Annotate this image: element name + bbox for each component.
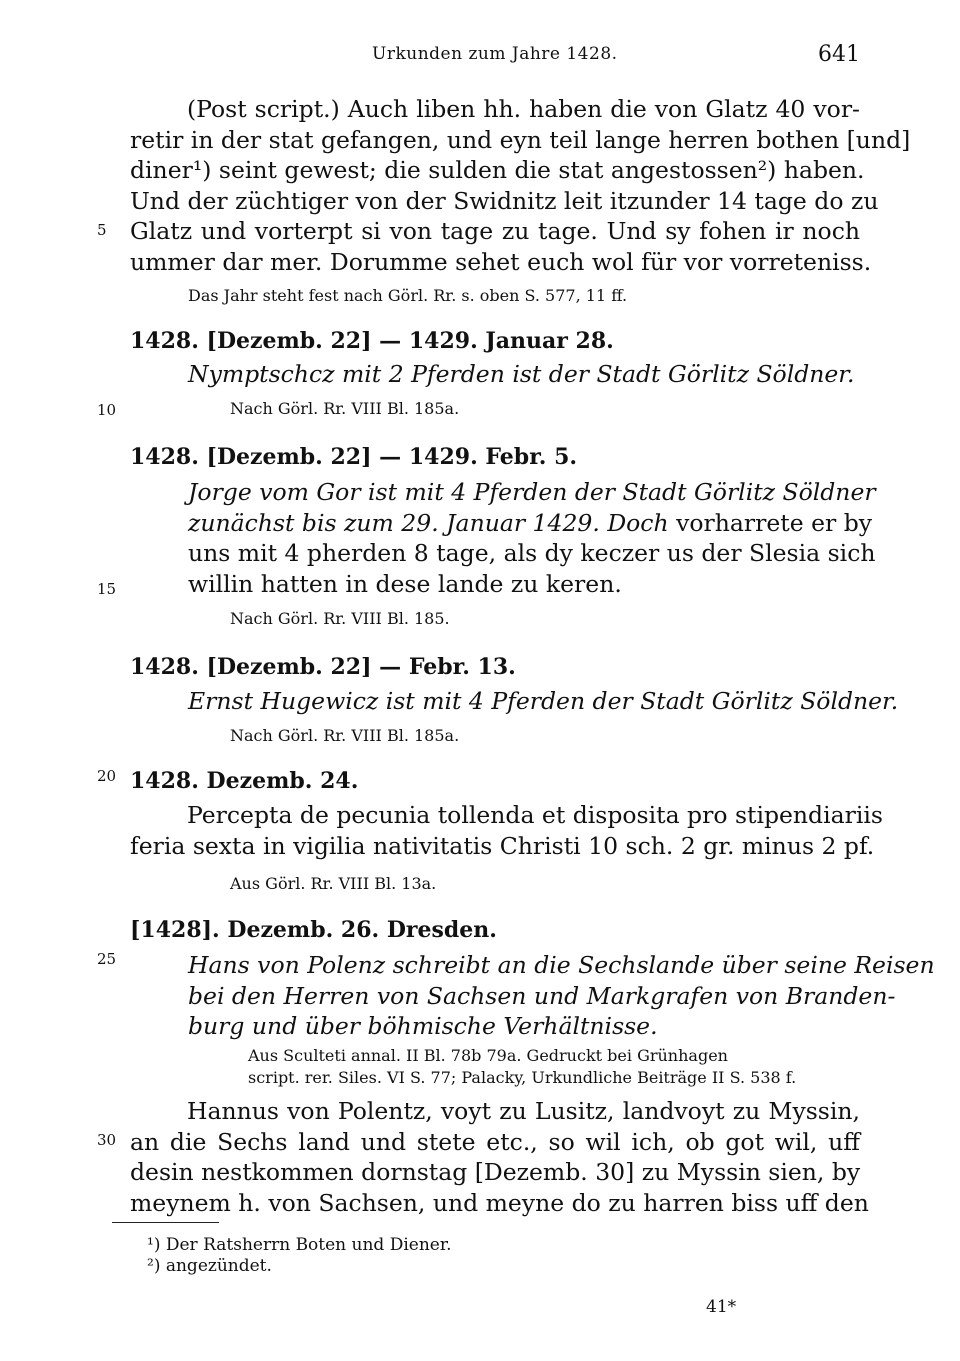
line-number: 20 (97, 767, 117, 785)
source-note: Aus Görl. Rr. VIII Bl. 13a. (230, 874, 437, 893)
text-line: desin nestkommen dornstag [Dezemb. 30] zu Myssin sien, by (130, 1158, 861, 1186)
footnote: ²) angezündet. (147, 1256, 272, 1276)
entry-summary-block (188, 950, 935, 1042)
footnote-rule (112, 1222, 219, 1223)
text-line: Und der züchtiger von der Swidnitz leit itzunder 14 tage do zu (130, 186, 879, 215)
running-header: Urkunden zum Jahre 1428. (372, 44, 618, 64)
page-number: 641 (818, 42, 860, 67)
source-note: Aus Sculteti annal. II Bl. 78b 79a. Gedruckt bei Grünhagen (248, 1046, 728, 1065)
italic-lead: Doch (607, 508, 669, 537)
source-note: script. rer. Siles. VI S. 77; Palacky, Urkundliche Beiträge II S. 538 f. (248, 1068, 797, 1087)
summary-line: zunächst bis zum 29. Januar 1429. (188, 508, 600, 537)
footnote: ¹) Der Ratsherrn Boten und Diener. (147, 1235, 452, 1255)
entry-summary: Nymptschcz mit 2 Pferden ist der Stadt Görlitz Söldner. (188, 360, 855, 388)
line-number: 25 (97, 950, 117, 968)
text-line: diner¹) seint gewest; die sulden die stat angestossen²) haben. (130, 156, 865, 184)
entry-date: 1428. [Dezemb. 22] — 1429. Febr. 5. (130, 444, 578, 470)
text-line (188, 508, 873, 539)
text-line: an die Sechs land und stete etc., so wil ich, ob got wil, uff (130, 1127, 860, 1156)
entry-date: 1428. Dezemb. 24. (130, 768, 359, 794)
source-note: Nach Görl. Rr. VIII Bl. 185a. (230, 726, 460, 745)
entry-date: [1428]. Dezemb. 26. Dresden. (130, 917, 497, 943)
entry-date: 1428. [Dezemb. 22] — 1429. Januar 28. (130, 328, 614, 354)
summary-line: Jorge vom Gor ist mit 4 Pferden der Stadt Görlitz Söldner (188, 478, 876, 506)
signature-mark: 41* (706, 1297, 737, 1317)
entry-body (130, 800, 883, 861)
source-note: Nach Görl. Rr. VIII Bl. 185. (230, 609, 450, 628)
text-line: willin hatten in dese lande zu keren. (188, 569, 622, 598)
summary-line: burg und über böhmische Verhältnisse. (188, 1012, 658, 1040)
text-line: meynem h. von Sachsen, und meyne do zu harren biss uff den (130, 1188, 869, 1217)
text-line: feria sexta in vigilia nativitatis Christi 10 sch. 2 gr. minus 2 pf. (130, 831, 875, 860)
text-line: Hannus von Polentz, voyt zu Lusitz, landvoyt zu Myssin, (187, 1097, 860, 1125)
text-line: uns mit 4 pherden 8 tage, als dy keczer us der Slesia sich (188, 539, 876, 567)
line-number: 30 (97, 1131, 117, 1149)
text-line: (Post script.) Auch liben hh. haben die von Glatz 40 vor- (187, 95, 860, 123)
entry-summary: Ernst Hugewicz ist mit 4 Pferden der Stadt Görlitz Söldner. (188, 687, 899, 715)
summary-line: bei den Herren von Sachsen und Markgrafen von Branden- (188, 981, 896, 1010)
summary-line: Hans von Polenz schreibt an die Sechslande über seine Reisen (188, 951, 935, 979)
text-line: Glatz und vorterpt si von tage zu tage. Und sy fohen ir noch (130, 217, 860, 245)
text-line: ummer dar mer. Dorumme sehet euch wol für vor vorreteniss. (130, 247, 872, 276)
text-line: retir in der stat gefangen, und eyn teil lange herren bothen [und] (130, 125, 911, 154)
line-number: 10 (97, 401, 117, 419)
text-fragment: vorharrete er by (676, 508, 873, 537)
line-number: 5 (97, 221, 107, 239)
source-note: Das Jahr steht fest nach Görl. Rr. s. oben S. 577, 11 ff. (188, 286, 628, 305)
entry-date: 1428. [Dezemb. 22] — Febr. 13. (130, 654, 516, 680)
line-number: 15 (97, 580, 117, 598)
source-note: Nach Görl. Rr. VIII Bl. 185a. (230, 399, 460, 418)
postscript-paragraph (130, 94, 911, 277)
text-line: Percepta de pecunia tollenda et disposita pro stipendiariis (187, 801, 883, 829)
entry-body (130, 1096, 869, 1218)
entry-body (188, 477, 876, 599)
